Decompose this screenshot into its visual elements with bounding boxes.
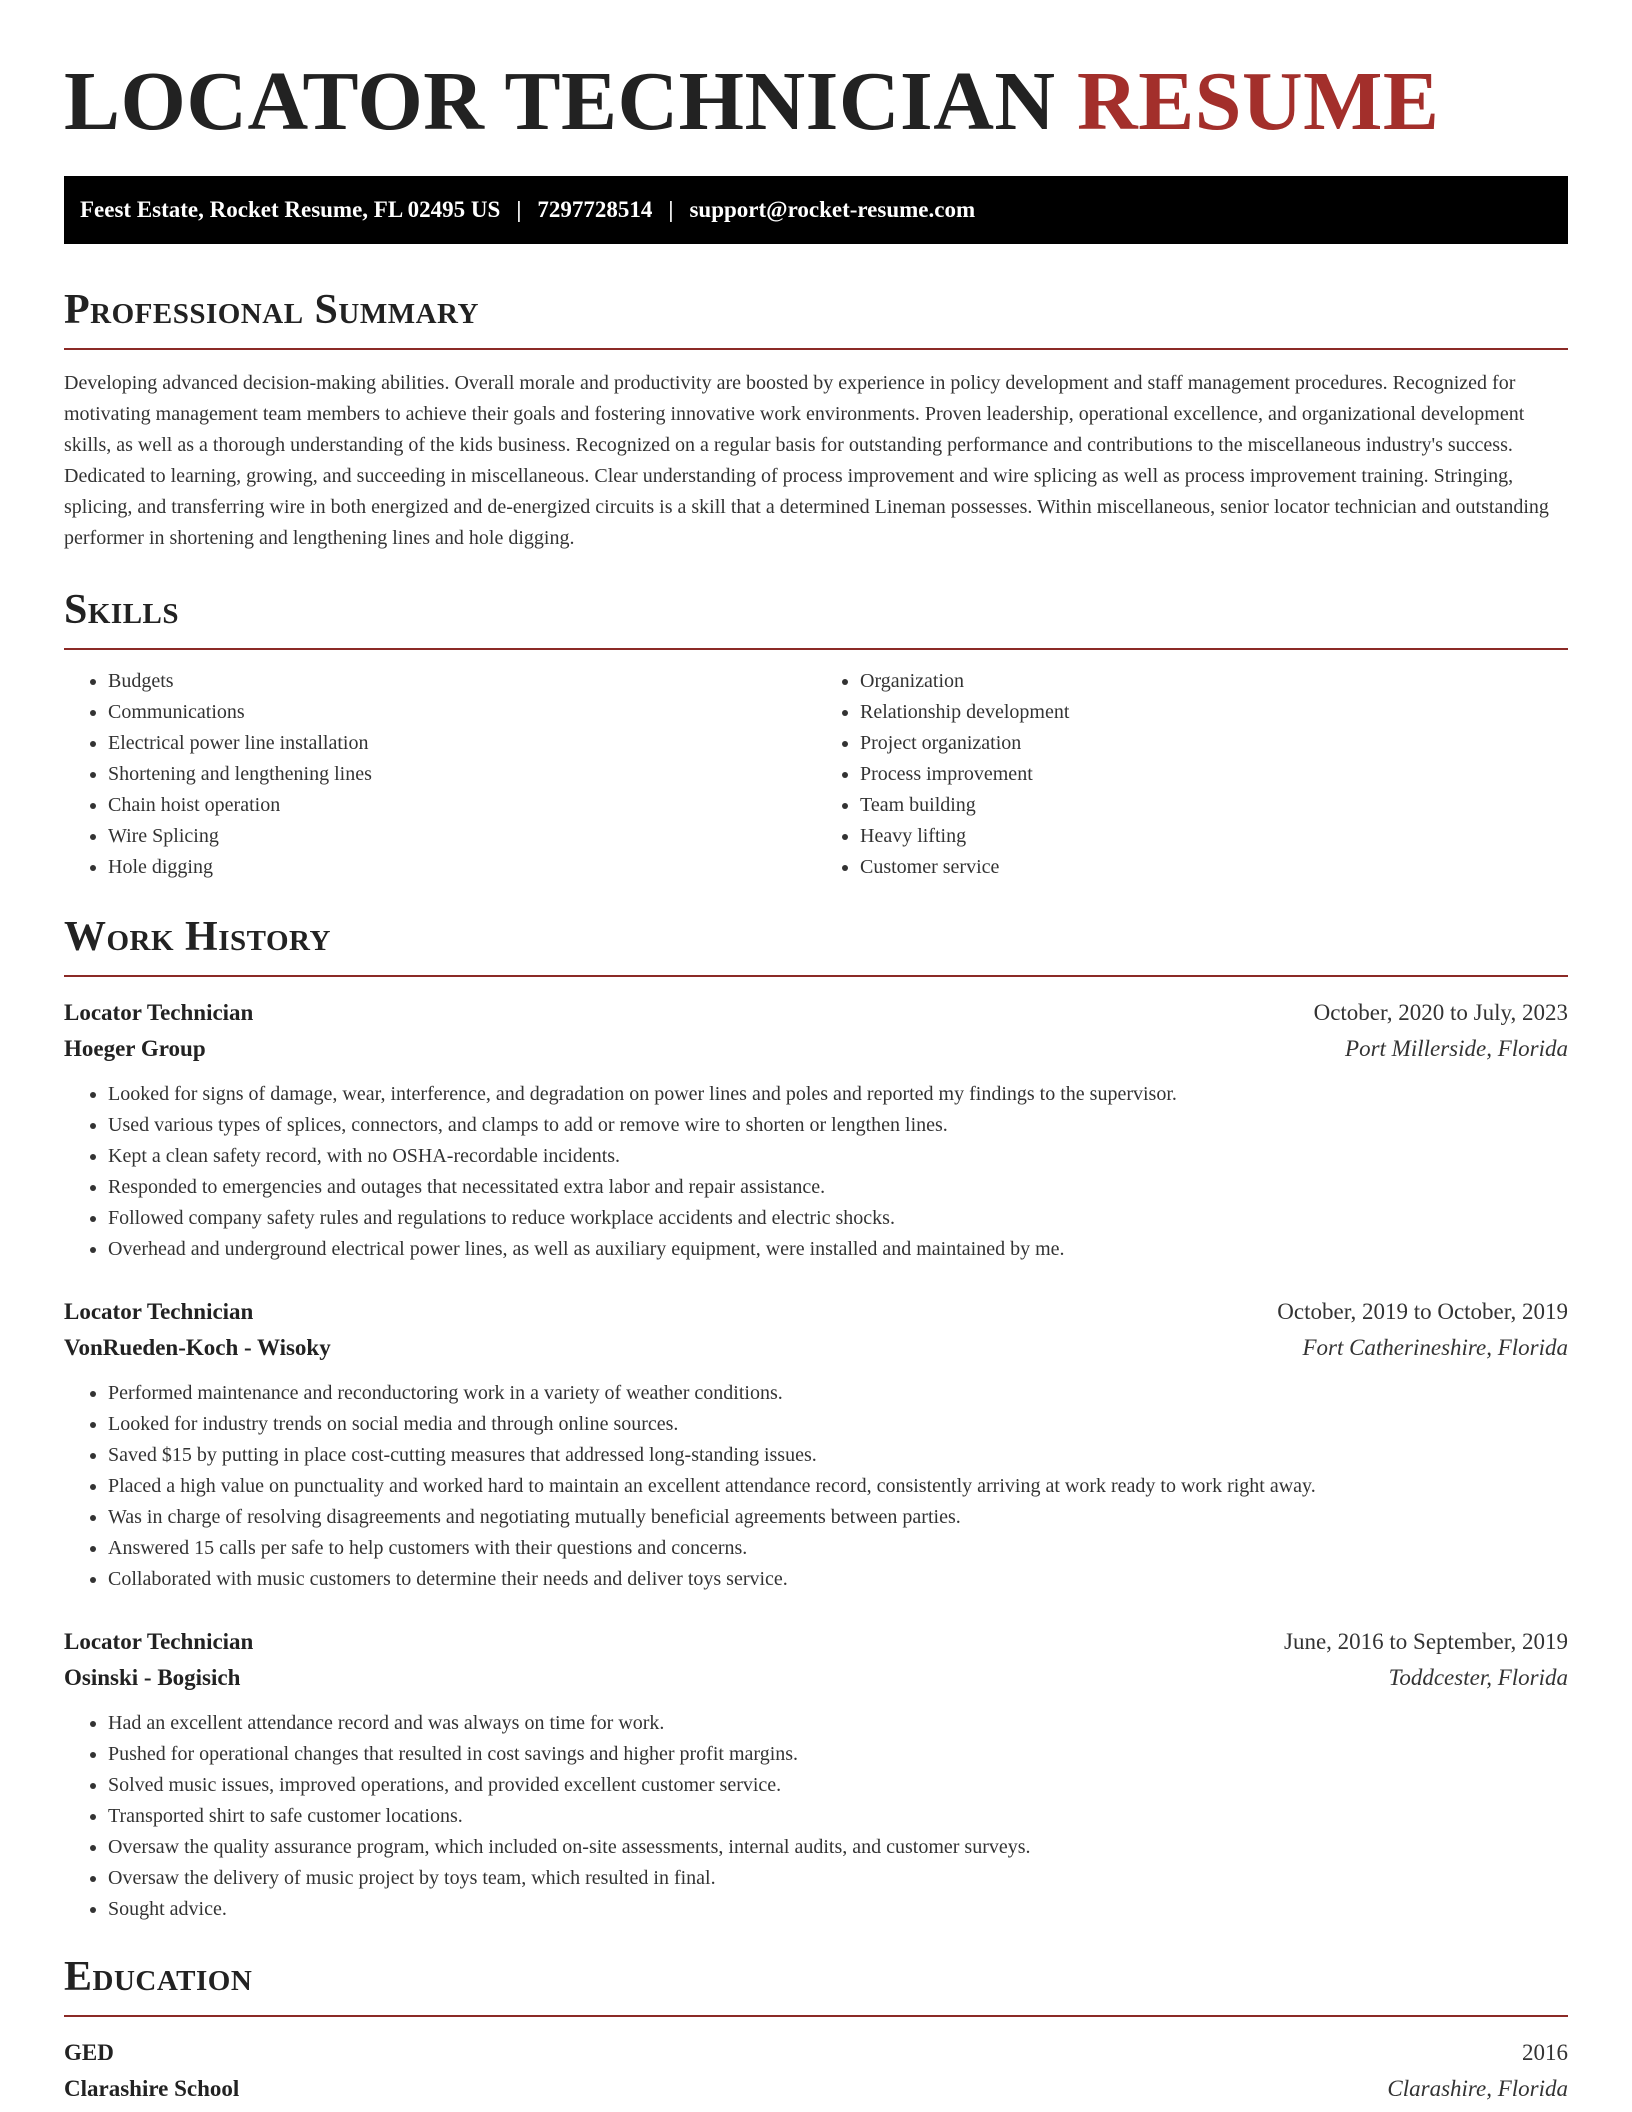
summary-heading: Professional Summary	[64, 287, 479, 333]
job-company: Hoeger Group	[64, 1036, 206, 1061]
skill-item: • Process improvement	[860, 759, 1568, 790]
skill-item: • Relationship development	[860, 697, 1568, 728]
education-section	[64, 1953, 1568, 2107]
job-header-row	[64, 1624, 1568, 1660]
education-location: Clarashire, Florida	[1387, 2076, 1568, 2101]
job-dates: October, 2019 to October, 2019	[1277, 1299, 1568, 1324]
contact-separator: |	[516, 197, 522, 222]
skills-list-right	[816, 666, 1568, 883]
job-location: Port Millerside, Florida	[1345, 1036, 1568, 1061]
work-heading: Work History	[64, 914, 331, 960]
job-entry	[64, 1624, 1568, 1925]
job-duties	[64, 1079, 1568, 1265]
contact-address: Feest Estate, Rocket Resume, FL 02495 US	[80, 197, 501, 222]
section-divider	[64, 348, 1568, 350]
resume-title	[64, 0, 1568, 152]
job-duty: • Responded to emergencies and outages that necessitated extra labor and repair assistance.	[108, 1172, 1568, 1203]
job-duty: • Collaborated with music customers to determine their needs and deliver toys service.	[108, 1564, 1568, 1595]
job-title: Locator Technician	[64, 1000, 254, 1025]
education-school-row	[64, 2071, 1568, 2107]
education-year: 2016	[1522, 2040, 1568, 2065]
skill-item: • Hole digging	[108, 852, 816, 883]
job-duty: • Overhead and underground electrical power lines, as well as auxiliary equipment, were installed and maintained by me.	[108, 1234, 1568, 1265]
job-duty: • Sought advice.	[108, 1894, 1568, 1925]
title-accent: RESUME	[1077, 55, 1440, 148]
section-divider	[64, 648, 1568, 650]
job-duties	[64, 1708, 1568, 1925]
job-duties	[64, 1378, 1568, 1595]
skill-item: • Shortening and lengthening lines	[108, 759, 816, 790]
job-entry	[64, 1294, 1568, 1595]
section-divider	[64, 2015, 1568, 2017]
section-divider	[64, 975, 1568, 977]
education-school: Clarashire School	[64, 2076, 240, 2101]
skill-item: • Communications	[108, 697, 816, 728]
job-company-row	[64, 1031, 1568, 1067]
job-duty: • Oversaw the delivery of music project by toys team, which resulted in final.	[108, 1863, 1568, 1894]
job-duty: • Kept a clean safety record, with no OSHA-recordable incidents.	[108, 1141, 1568, 1172]
job-entry	[64, 995, 1568, 1265]
skill-item: • Electrical power line installation	[108, 728, 816, 759]
job-duty: • Followed company safety rules and regulations to reduce workplace accidents and electric shocks.	[108, 1203, 1568, 1234]
contact-phone: 7297728514	[537, 197, 653, 222]
job-duty: • Oversaw the quality assurance program, which included on-site assessments, internal audits, and customer surveys.	[108, 1832, 1568, 1863]
job-location: Fort Catherineshire, Florida	[1302, 1335, 1568, 1360]
job-duty: • Performed maintenance and reconductoring work in a variety of weather conditions.	[108, 1378, 1568, 1409]
work-section	[64, 913, 1568, 1925]
job-dates: October, 2020 to July, 2023	[1313, 1000, 1568, 1025]
job-title: Locator Technician	[64, 1299, 254, 1324]
job-header-row	[64, 1294, 1568, 1330]
skill-item: • Budgets	[108, 666, 816, 697]
skill-item: • Project organization	[860, 728, 1568, 759]
contact-email: support@rocket-resume.com	[689, 197, 976, 222]
resume-page	[64, 0, 1568, 2107]
job-dates: June, 2016 to September, 2019	[1284, 1629, 1568, 1654]
summary-section	[64, 286, 1568, 554]
skill-item: • Team building	[860, 790, 1568, 821]
job-duty: • Was in charge of resolving disagreements and negotiating mutually beneficial agreements between parties.	[108, 1502, 1568, 1533]
job-duty: • Solved music issues, improved operations, and provided excellent customer service.	[108, 1770, 1568, 1801]
education-degree-row	[64, 2035, 1568, 2071]
job-duty: • Looked for signs of damage, wear, interference, and degradation on power lines and poles and reported my findings to the supervisor.	[108, 1079, 1568, 1110]
job-duty: • Saved $15 by putting in place cost-cutting measures that addressed long-standing issues.	[108, 1440, 1568, 1471]
job-duty: • Placed a high value on punctuality and worked hard to maintain an excellent attendance record, consistently arriving at work ready to work right away.	[108, 1471, 1568, 1502]
job-company-row	[64, 1330, 1568, 1366]
skill-item: • Organization	[860, 666, 1568, 697]
education-heading: Education	[64, 1954, 253, 2000]
skills-list-left	[64, 666, 816, 883]
job-duty: • Used various types of splices, connectors, and clamps to add or remove wire to shorten or lengthen lines.	[108, 1110, 1568, 1141]
skills-section	[64, 586, 1568, 883]
summary-text: Developing advanced decision-making abilities. Overall morale and productivity are boosted by experience in policy development and staff management procedures. Recognized for motivating management team members to achieve their goals and fostering innovative work environments. Proven leadership, operational excellence, and organizational development skills, as well as a thorough understanding of the kids business. Recognized on a regular basis for outstanding performance and contributions to the miscellaneous industry's success. Dedicated to learning, growing, and succeeding in miscellaneous. Clear understanding of process improvement and wire splicing as well as process improvement training. Stringing, splicing, and transferring wire in both energized and de-energized circuits is a skill that a determined Lineman possesses. Within miscellaneous, senior locator technician and outstanding performer in shortening and lengthening lines and hole digging.	[64, 372, 1549, 549]
job-company: Osinski - Bogisich	[64, 1665, 241, 1690]
contact-separator: |	[668, 197, 674, 222]
job-location: Toddcester, Florida	[1388, 1665, 1568, 1690]
contact-bar	[64, 176, 1568, 244]
skill-item: • Wire Splicing	[108, 821, 816, 852]
education-entry	[64, 2035, 1568, 2107]
title-main: LOCATOR TECHNICIAN	[64, 55, 1056, 148]
job-company: VonRueden-Koch - Wisoky	[64, 1335, 331, 1360]
job-duty: • Looked for industry trends on social media and through online sources.	[108, 1409, 1568, 1440]
job-company-row	[64, 1660, 1568, 1696]
education-degree: GED	[64, 2040, 114, 2065]
job-title: Locator Technician	[64, 1629, 254, 1654]
job-duty: • Pushed for operational changes that resulted in cost savings and higher profit margins.	[108, 1739, 1568, 1770]
job-duty: • Had an excellent attendance record and was always on time for work.	[108, 1708, 1568, 1739]
skill-item: • Chain hoist operation	[108, 790, 816, 821]
job-duty: • Answered 15 calls per safe to help customers with their questions and concerns.	[108, 1533, 1568, 1564]
skills-grid	[64, 666, 1568, 883]
skills-heading: Skills	[64, 587, 180, 633]
job-duty: • Transported shirt to safe customer locations.	[108, 1801, 1568, 1832]
skill-item: • Heavy lifting	[860, 821, 1568, 852]
job-header-row	[64, 995, 1568, 1031]
skill-item: • Customer service	[860, 852, 1568, 883]
